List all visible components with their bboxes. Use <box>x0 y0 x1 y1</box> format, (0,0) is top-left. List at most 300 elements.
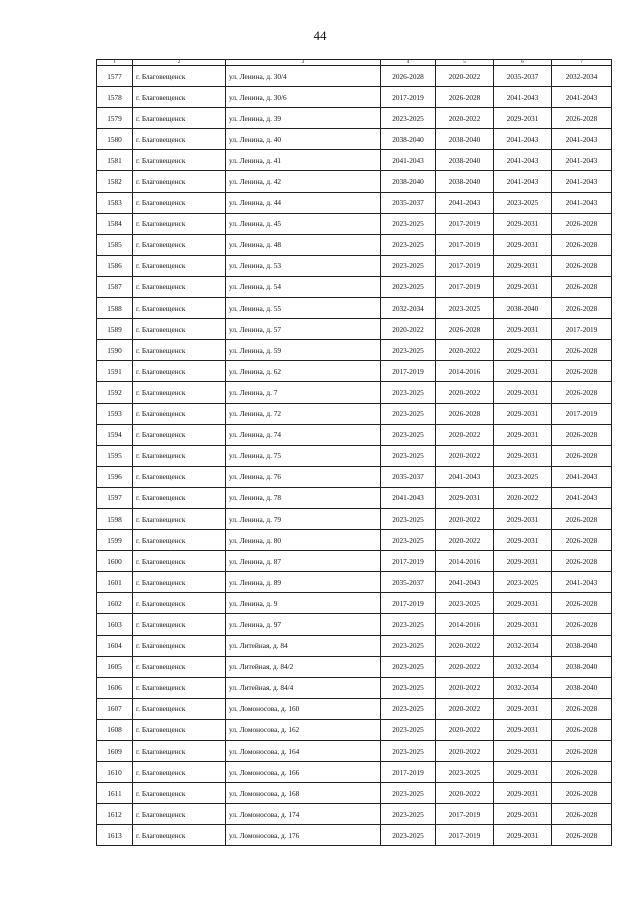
period-cell: 2020-2022 <box>436 108 494 129</box>
table-row <box>97 741 612 762</box>
period-cell: 2026-2028 <box>552 783 612 804</box>
period-cell: 2041-2043 <box>552 487 612 508</box>
table-row <box>97 762 612 783</box>
table-row <box>97 276 612 297</box>
settlement-cell: г. Благовещенск <box>133 508 226 529</box>
address-cell: ул. Ленина, д. 7 <box>226 382 381 403</box>
address-cell: ул. Ленина, д. 9 <box>226 593 381 614</box>
period-cell: 2026-2028 <box>552 762 612 783</box>
row-number: 1583 <box>97 192 133 213</box>
period-cell: 2041-2043 <box>552 171 612 192</box>
period-cell: 2023-2025 <box>381 825 436 846</box>
period-cell: 2026-2028 <box>552 804 612 825</box>
row-number: 1610 <box>97 762 133 783</box>
period-cell: 2020-2022 <box>436 66 494 87</box>
settlement-cell: г. Благовещенск <box>133 340 226 361</box>
settlement-cell: г. Благовещенск <box>133 192 226 213</box>
period-cell: 2023-2025 <box>381 424 436 445</box>
column-header: 2 <box>133 60 226 66</box>
settlement-cell: г. Благовещенск <box>133 698 226 719</box>
row-number: 1599 <box>97 530 133 551</box>
period-cell: 2020-2022 <box>436 635 494 656</box>
settlement-cell: г. Благовещенск <box>133 255 226 276</box>
row-number: 1602 <box>97 593 133 614</box>
table-row <box>97 213 612 234</box>
table-row <box>97 804 612 825</box>
period-cell: 2026-2028 <box>552 530 612 551</box>
address-cell: ул. Ленина, д. 57 <box>226 319 381 340</box>
row-number: 1601 <box>97 572 133 593</box>
period-cell: 2041-2043 <box>494 129 552 150</box>
address-cell: ул. Ленина, д. 42 <box>226 171 381 192</box>
period-cell: 2023-2025 <box>381 508 436 529</box>
address-cell: ул. Ленина, д. 30/6 <box>226 87 381 108</box>
period-cell: 2029-2031 <box>494 551 552 572</box>
table-row <box>97 255 612 276</box>
period-cell: 2020-2022 <box>436 340 494 361</box>
period-cell: 2038-2040 <box>436 171 494 192</box>
row-number: 1589 <box>97 319 133 340</box>
settlement-cell: г. Благовещенск <box>133 424 226 445</box>
settlement-cell: г. Благовещенск <box>133 403 226 424</box>
period-cell: 2029-2031 <box>494 593 552 614</box>
address-cell: ул. Ленина, д. 80 <box>226 530 381 551</box>
table-row <box>97 192 612 213</box>
settlement-cell: г. Благовещенск <box>133 234 226 255</box>
period-cell: 2017-2019 <box>436 804 494 825</box>
period-cell: 2017-2019 <box>436 825 494 846</box>
period-cell: 2029-2031 <box>436 487 494 508</box>
period-cell: 2032-2034 <box>381 298 436 319</box>
settlement-cell: г. Благовещенск <box>133 213 226 234</box>
period-cell: 2026-2028 <box>552 719 612 740</box>
table-row <box>97 825 612 846</box>
row-number: 1592 <box>97 382 133 403</box>
row-number: 1578 <box>97 87 133 108</box>
period-cell: 2023-2025 <box>381 719 436 740</box>
period-cell: 2026-2028 <box>381 66 436 87</box>
settlement-cell: г. Благовещенск <box>133 87 226 108</box>
settlement-cell: г. Благовещенск <box>133 825 226 846</box>
period-cell: 2014-2016 <box>436 551 494 572</box>
period-cell: 2035-2037 <box>494 66 552 87</box>
table-row <box>97 87 612 108</box>
period-cell: 2026-2028 <box>552 551 612 572</box>
period-cell: 2020-2022 <box>436 783 494 804</box>
address-cell: ул. Ленина, д. 62 <box>226 361 381 382</box>
period-cell: 2038-2040 <box>552 635 612 656</box>
address-cell: ул. Ленина, д. 97 <box>226 614 381 635</box>
table-row <box>97 508 612 529</box>
address-cell: ул. Литейная, д. 84/4 <box>226 677 381 698</box>
period-cell: 2029-2031 <box>494 382 552 403</box>
period-cell: 2026-2028 <box>552 614 612 635</box>
table-row <box>97 551 612 572</box>
period-cell: 2023-2025 <box>381 741 436 762</box>
period-cell: 2020-2022 <box>436 719 494 740</box>
period-cell: 2029-2031 <box>494 804 552 825</box>
row-number: 1613 <box>97 825 133 846</box>
address-cell: ул. Ленина, д. 53 <box>226 255 381 276</box>
table-row <box>97 403 612 424</box>
period-cell: 2041-2043 <box>436 572 494 593</box>
address-cell: ул. Ленина, д. 76 <box>226 466 381 487</box>
table-row <box>97 361 612 382</box>
period-cell: 2020-2022 <box>436 445 494 466</box>
period-cell: 2023-2025 <box>381 530 436 551</box>
page-number: 44 <box>313 28 327 43</box>
period-cell: 2041-2043 <box>552 192 612 213</box>
period-cell: 2029-2031 <box>494 213 552 234</box>
settlement-cell: г. Благовещенск <box>133 171 226 192</box>
period-cell: 2023-2025 <box>381 340 436 361</box>
table-row <box>97 487 612 508</box>
period-cell: 2026-2028 <box>552 424 612 445</box>
period-cell: 2029-2031 <box>494 255 552 276</box>
period-cell: 2029-2031 <box>494 614 552 635</box>
settlement-cell: г. Благовещенск <box>133 593 226 614</box>
period-cell: 2023-2025 <box>381 804 436 825</box>
table-row <box>97 572 612 593</box>
period-cell: 2026-2028 <box>552 508 612 529</box>
table-row <box>97 445 612 466</box>
row-number: 1590 <box>97 340 133 361</box>
period-cell: 2023-2025 <box>381 255 436 276</box>
period-cell: 2041-2043 <box>436 466 494 487</box>
period-cell: 2017-2019 <box>381 762 436 783</box>
period-cell: 2029-2031 <box>494 783 552 804</box>
table-row <box>97 382 612 403</box>
period-cell: 2023-2025 <box>381 382 436 403</box>
period-cell: 2041-2043 <box>552 150 612 171</box>
period-cell: 2026-2028 <box>552 234 612 255</box>
period-cell: 2026-2028 <box>552 382 612 403</box>
address-cell: ул. Ленина, д. 72 <box>226 403 381 424</box>
address-cell: ул. Ленина, д. 78 <box>226 487 381 508</box>
settlement-cell: г. Благовещенск <box>133 635 226 656</box>
address-cell: ул. Ленина, д. 55 <box>226 298 381 319</box>
address-cell: ул. Ломоносова, д. 162 <box>226 719 381 740</box>
table-row <box>97 783 612 804</box>
period-cell: 2041-2043 <box>494 150 552 171</box>
period-cell: 2023-2025 <box>494 466 552 487</box>
period-cell: 2023-2025 <box>381 276 436 297</box>
period-cell: 2023-2025 <box>381 635 436 656</box>
column-header: 7 <box>552 60 612 66</box>
period-cell: 2029-2031 <box>494 108 552 129</box>
address-cell: ул. Ленина, д. 41 <box>226 150 381 171</box>
period-cell: 2029-2031 <box>494 825 552 846</box>
table-row <box>97 466 612 487</box>
address-cell: ул. Ленина, д. 89 <box>226 572 381 593</box>
settlement-cell: г. Благовещенск <box>133 530 226 551</box>
period-cell: 2035-2037 <box>381 572 436 593</box>
address-cell: ул. Ломоносова, д. 166 <box>226 762 381 783</box>
row-number: 1591 <box>97 361 133 382</box>
address-cell: ул. Ленина, д. 45 <box>226 213 381 234</box>
row-number: 1606 <box>97 677 133 698</box>
settlement-cell: г. Благовещенск <box>133 276 226 297</box>
row-number: 1611 <box>97 783 133 804</box>
period-cell: 2023-2025 <box>381 698 436 719</box>
period-cell: 2035-2037 <box>381 466 436 487</box>
column-header: 5 <box>436 60 494 66</box>
period-cell: 2023-2025 <box>436 593 494 614</box>
period-cell: 2029-2031 <box>494 234 552 255</box>
address-cell: ул. Ленина, д. 79 <box>226 508 381 529</box>
row-number: 1597 <box>97 487 133 508</box>
period-cell: 2029-2031 <box>494 403 552 424</box>
period-cell: 2017-2019 <box>436 276 494 297</box>
address-cell: ул. Ленина, д. 59 <box>226 340 381 361</box>
address-cell: ул. Ленина, д. 30/4 <box>226 66 381 87</box>
period-cell: 2023-2025 <box>436 762 494 783</box>
period-cell: 2041-2043 <box>436 192 494 213</box>
period-cell: 2020-2022 <box>436 656 494 677</box>
row-number: 1605 <box>97 656 133 677</box>
settlement-cell: г. Благовещенск <box>133 762 226 783</box>
table-row <box>97 108 612 129</box>
period-cell: 2032-2034 <box>494 677 552 698</box>
address-cell: ул. Ленина, д. 44 <box>226 192 381 213</box>
settlement-cell: г. Благовещенск <box>133 783 226 804</box>
settlement-cell: г. Благовещенск <box>133 466 226 487</box>
table-row <box>97 171 612 192</box>
address-cell: ул. Ленина, д. 40 <box>226 129 381 150</box>
period-cell: 2038-2040 <box>494 298 552 319</box>
period-cell: 2023-2025 <box>381 403 436 424</box>
address-cell: ул. Ленина, д. 87 <box>226 551 381 572</box>
period-cell: 2041-2043 <box>552 466 612 487</box>
period-cell: 2026-2028 <box>436 87 494 108</box>
settlement-cell: г. Благовещенск <box>133 150 226 171</box>
row-number: 1603 <box>97 614 133 635</box>
settlement-cell: г. Благовещенск <box>133 804 226 825</box>
table-row <box>97 150 612 171</box>
address-cell: ул. Литейная, д. 84 <box>226 635 381 656</box>
period-cell: 2026-2028 <box>436 319 494 340</box>
period-cell: 2029-2031 <box>494 445 552 466</box>
period-cell: 2017-2019 <box>552 403 612 424</box>
column-header: 6 <box>494 60 552 66</box>
period-cell: 2017-2019 <box>436 213 494 234</box>
period-cell: 2023-2025 <box>381 614 436 635</box>
table-row <box>97 635 612 656</box>
period-cell: 2026-2028 <box>552 361 612 382</box>
address-cell: ул. Ленина, д. 39 <box>226 108 381 129</box>
column-header: 3 <box>226 60 381 66</box>
period-cell: 2020-2022 <box>436 741 494 762</box>
period-cell: 2023-2025 <box>494 192 552 213</box>
row-number: 1581 <box>97 150 133 171</box>
period-cell: 2041-2043 <box>494 87 552 108</box>
period-cell: 2041-2043 <box>552 129 612 150</box>
period-cell: 2041-2043 <box>494 171 552 192</box>
period-cell: 2041-2043 <box>381 487 436 508</box>
settlement-cell: г. Благовещенск <box>133 614 226 635</box>
settlement-cell: г. Благовещенск <box>133 298 226 319</box>
table-row <box>97 424 612 445</box>
settlement-cell: г. Благовещенск <box>133 108 226 129</box>
row-number: 1582 <box>97 171 133 192</box>
address-cell: ул. Ленина, д. 54 <box>226 276 381 297</box>
period-cell: 2023-2025 <box>494 572 552 593</box>
row-number: 1580 <box>97 129 133 150</box>
period-cell: 2023-2025 <box>381 108 436 129</box>
row-number: 1593 <box>97 403 133 424</box>
period-cell: 2029-2031 <box>494 530 552 551</box>
period-cell: 2038-2040 <box>552 656 612 677</box>
settlement-cell: г. Благовещенск <box>133 719 226 740</box>
period-cell: 2029-2031 <box>494 698 552 719</box>
period-cell: 2020-2022 <box>436 677 494 698</box>
settlement-cell: г. Благовещенск <box>133 66 226 87</box>
address-cell: ул. Ленина, д. 74 <box>226 424 381 445</box>
row-number: 1587 <box>97 276 133 297</box>
period-cell: 2017-2019 <box>381 361 436 382</box>
period-cell: 2029-2031 <box>494 319 552 340</box>
settlement-cell: г. Благовещенск <box>133 677 226 698</box>
period-cell: 2026-2028 <box>552 340 612 361</box>
table-row <box>97 298 612 319</box>
row-number: 1579 <box>97 108 133 129</box>
period-cell: 2041-2043 <box>381 150 436 171</box>
period-cell: 2023-2025 <box>381 783 436 804</box>
period-cell: 2029-2031 <box>494 719 552 740</box>
period-cell: 2023-2025 <box>381 656 436 677</box>
period-cell: 2014-2016 <box>436 614 494 635</box>
settlement-cell: г. Благовещенск <box>133 487 226 508</box>
table-row <box>97 319 612 340</box>
period-cell: 2038-2040 <box>552 677 612 698</box>
period-cell: 2017-2019 <box>381 87 436 108</box>
period-cell: 2026-2028 <box>552 108 612 129</box>
row-number: 1588 <box>97 298 133 319</box>
table-row <box>97 614 612 635</box>
period-cell: 2020-2022 <box>381 319 436 340</box>
row-number: 1598 <box>97 508 133 529</box>
address-cell: ул. Ленина, д. 48 <box>226 234 381 255</box>
period-cell: 2026-2028 <box>552 213 612 234</box>
period-cell: 2023-2025 <box>381 445 436 466</box>
address-cell: ул. Ломоносова, д. 160 <box>226 698 381 719</box>
period-cell: 2017-2019 <box>381 593 436 614</box>
row-number: 1594 <box>97 424 133 445</box>
row-number: 1596 <box>97 466 133 487</box>
period-cell: 2020-2022 <box>494 487 552 508</box>
row-number: 1577 <box>97 66 133 87</box>
row-number: 1600 <box>97 551 133 572</box>
settlement-cell: г. Благовещенск <box>133 382 226 403</box>
table-row <box>97 719 612 740</box>
address-cell: ул. Ломоносова, д. 176 <box>226 825 381 846</box>
period-cell: 2026-2028 <box>552 741 612 762</box>
period-cell: 2026-2028 <box>552 825 612 846</box>
column-header: 1 <box>97 60 133 66</box>
period-cell: 2029-2031 <box>494 741 552 762</box>
row-number: 1586 <box>97 255 133 276</box>
period-cell: 2041-2043 <box>552 87 612 108</box>
period-cell: 2038-2040 <box>381 171 436 192</box>
settlement-cell: г. Благовещенск <box>133 741 226 762</box>
table-row <box>97 656 612 677</box>
period-cell: 2038-2040 <box>436 129 494 150</box>
column-header: 4 <box>381 60 436 66</box>
period-cell: 2038-2040 <box>436 150 494 171</box>
period-cell: 2017-2019 <box>381 551 436 572</box>
period-cell: 2023-2025 <box>381 213 436 234</box>
address-cell: ул. Ленина, д. 75 <box>226 445 381 466</box>
period-cell: 2041-2043 <box>552 572 612 593</box>
row-number: 1609 <box>97 741 133 762</box>
period-cell: 2017-2019 <box>436 234 494 255</box>
period-cell: 2023-2025 <box>381 677 436 698</box>
period-cell: 2026-2028 <box>552 698 612 719</box>
period-cell: 2038-2040 <box>381 129 436 150</box>
period-cell: 2023-2025 <box>436 298 494 319</box>
table-row <box>97 129 612 150</box>
period-cell: 2035-2037 <box>381 192 436 213</box>
row-number: 1607 <box>97 698 133 719</box>
settlement-cell: г. Благовещенск <box>133 361 226 382</box>
period-cell: 2020-2022 <box>436 508 494 529</box>
table-row <box>97 234 612 255</box>
settlement-cell: г. Благовещенск <box>133 445 226 466</box>
period-cell: 2020-2022 <box>436 382 494 403</box>
period-cell: 2020-2022 <box>436 424 494 445</box>
period-cell: 2029-2031 <box>494 424 552 445</box>
row-number: 1608 <box>97 719 133 740</box>
period-cell: 2017-2019 <box>436 255 494 276</box>
period-cell: 2029-2031 <box>494 276 552 297</box>
table-row <box>97 66 612 87</box>
period-cell: 2020-2022 <box>436 530 494 551</box>
row-number: 1612 <box>97 804 133 825</box>
period-cell: 2026-2028 <box>552 298 612 319</box>
period-cell: 2023-2025 <box>381 234 436 255</box>
period-cell: 2026-2028 <box>552 593 612 614</box>
period-cell: 2026-2028 <box>436 403 494 424</box>
period-cell: 2026-2028 <box>552 445 612 466</box>
table-row <box>97 340 612 361</box>
settlement-cell: г. Благовещенск <box>133 656 226 677</box>
row-number: 1584 <box>97 213 133 234</box>
table-row <box>97 677 612 698</box>
registry-table <box>96 59 612 846</box>
period-cell: 2029-2031 <box>494 361 552 382</box>
settlement-cell: г. Благовещенск <box>133 319 226 340</box>
row-number: 1604 <box>97 635 133 656</box>
address-cell: ул. Ломоносова, д. 168 <box>226 783 381 804</box>
address-cell: ул. Литейная, д. 84/2 <box>226 656 381 677</box>
row-number: 1595 <box>97 445 133 466</box>
table-row <box>97 593 612 614</box>
settlement-cell: г. Благовещенск <box>133 551 226 572</box>
period-cell: 2032-2034 <box>494 635 552 656</box>
row-number: 1585 <box>97 234 133 255</box>
settlement-cell: г. Благовещенск <box>133 572 226 593</box>
period-cell: 2029-2031 <box>494 340 552 361</box>
period-cell: 2014-2016 <box>436 361 494 382</box>
period-cell: 2017-2019 <box>552 319 612 340</box>
settlement-cell: г. Благовещенск <box>133 129 226 150</box>
period-cell: 2029-2031 <box>494 762 552 783</box>
period-cell: 2026-2028 <box>552 276 612 297</box>
table-row <box>97 698 612 719</box>
period-cell: 2032-2034 <box>494 656 552 677</box>
address-cell: ул. Ломоносова, д. 164 <box>226 741 381 762</box>
period-cell: 2020-2022 <box>436 698 494 719</box>
